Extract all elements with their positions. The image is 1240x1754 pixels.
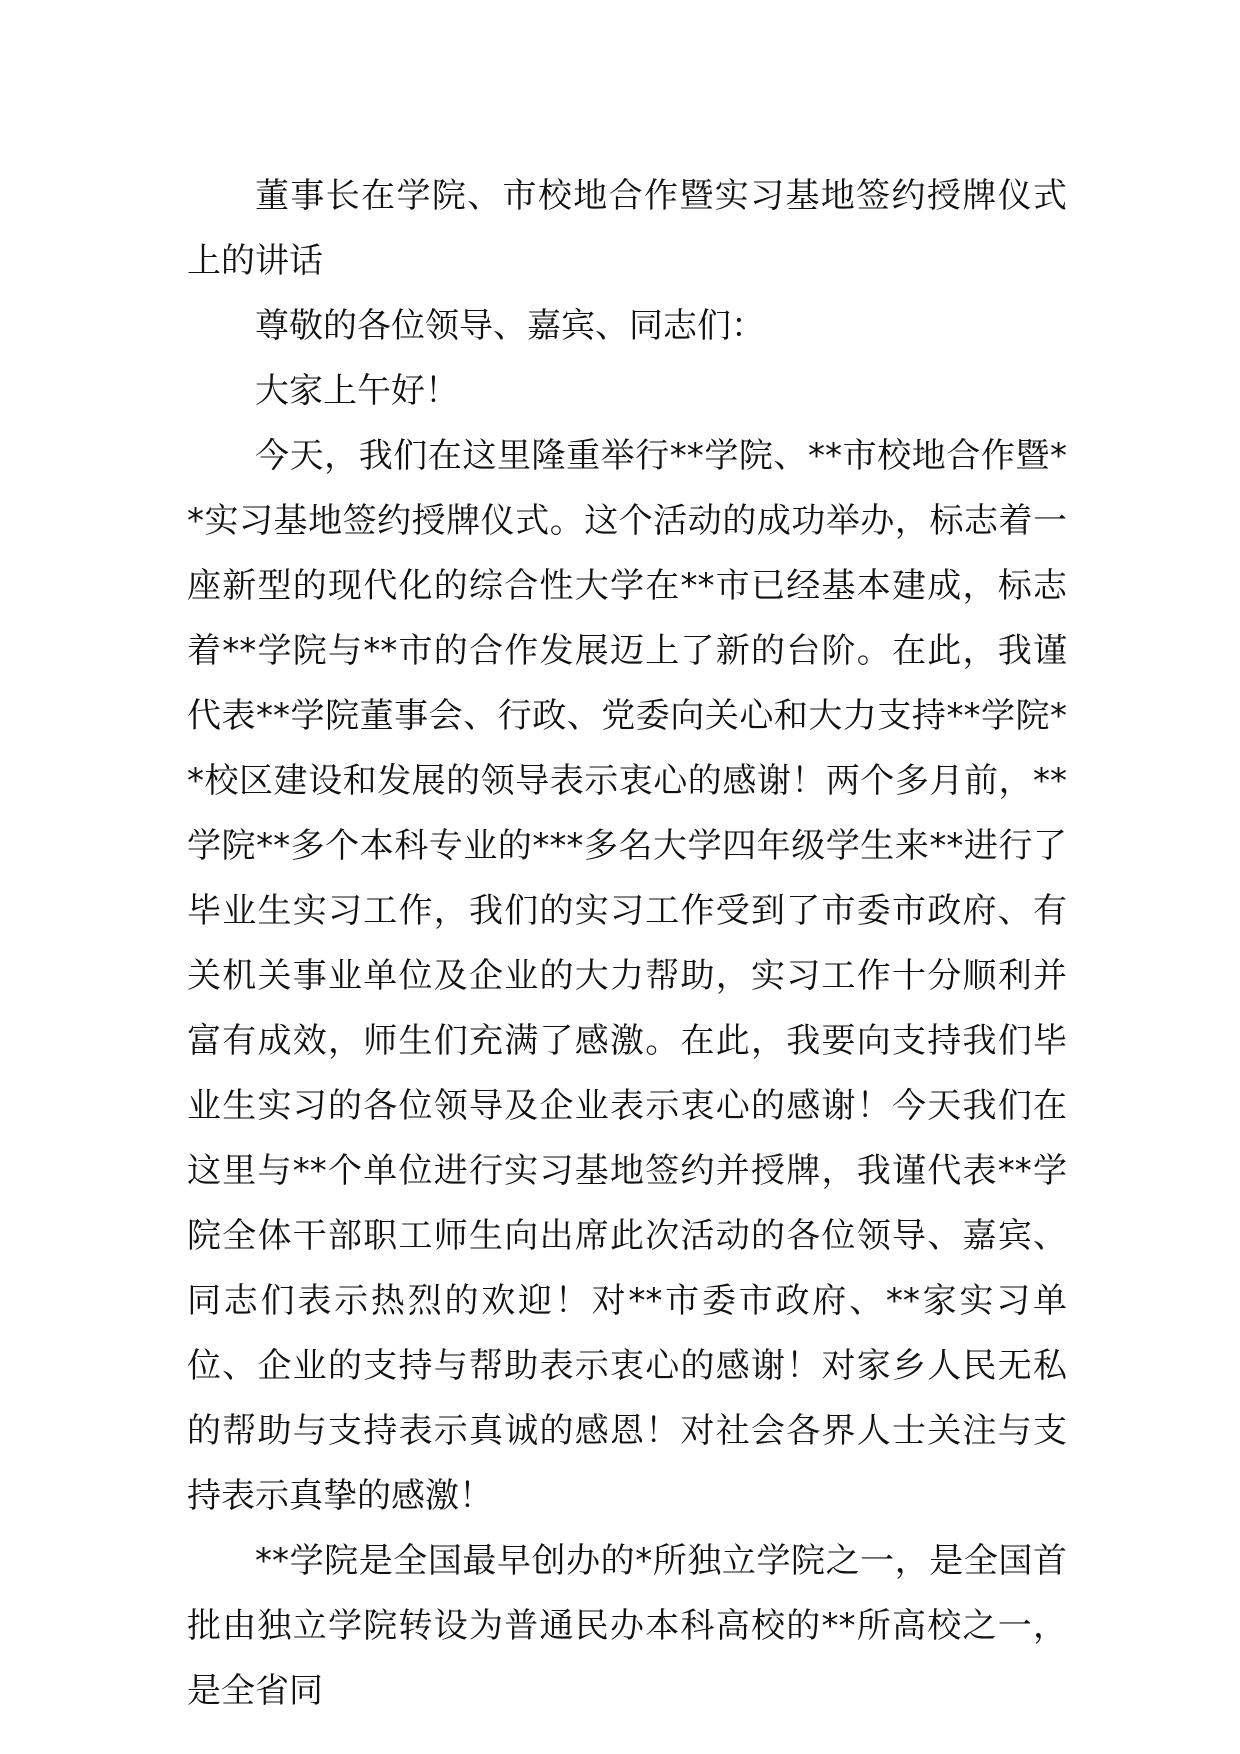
document-body [187, 164, 1067, 1724]
salutation: 尊敬的各位领导、嘉宾、同志们： [255, 306, 765, 346]
body-paragraph-2: **学院是全国最早创办的*所独立学院之一，是全国首批由独立学院转设为普通民办本科高校的**所高校之一，是全省同 [187, 1541, 1067, 1711]
greeting: 大家上午好！ [255, 371, 459, 411]
body-paragraph-1: 今天，我们在这里隆重举行**学院、**市校地合作暨**实习基地签约授牌仪式。这个活动的成功举办，标志着一座新型的现代化的综合性大学在**市已经基本建成，标志着**学院与**市的合作发展迈上了新的台阶。在此，我谨代表**学院董事会、行政、党委向关心和大力支持**学院**校区建设和发展的领导表示衷心的感谢！两个多月前，**学院**多个本科专业的***多名大学四年级学生来**进行了毕业生实习工作，我们的实习工作受到了市委市政府、有关机关事业单位及企业的大力帮助，实习工作十分顺利并富有成效，师生们充满了感激。在此，我要向支持我们毕业生实习的各位领导及企业表示衷心的感谢！今天我们在这里与**个单位进行实习基地签约并授牌，我谨代表**学院全体干部职工师生向出席此次活动的各位领导、嘉宾、同志们表示热烈的欢迎！对**市委市政府、**家实习单位、企业的支持与帮助表示衷心的感谢！对家乡人民无私的帮助与支持表示真诚的感恩！对社会各界人士关注与支持表示真挚的感激！ [187, 436, 1067, 1516]
document-title: 董事长在学院、市校地合作暨实习基地签约授牌仪式上的讲话 [187, 176, 1067, 281]
